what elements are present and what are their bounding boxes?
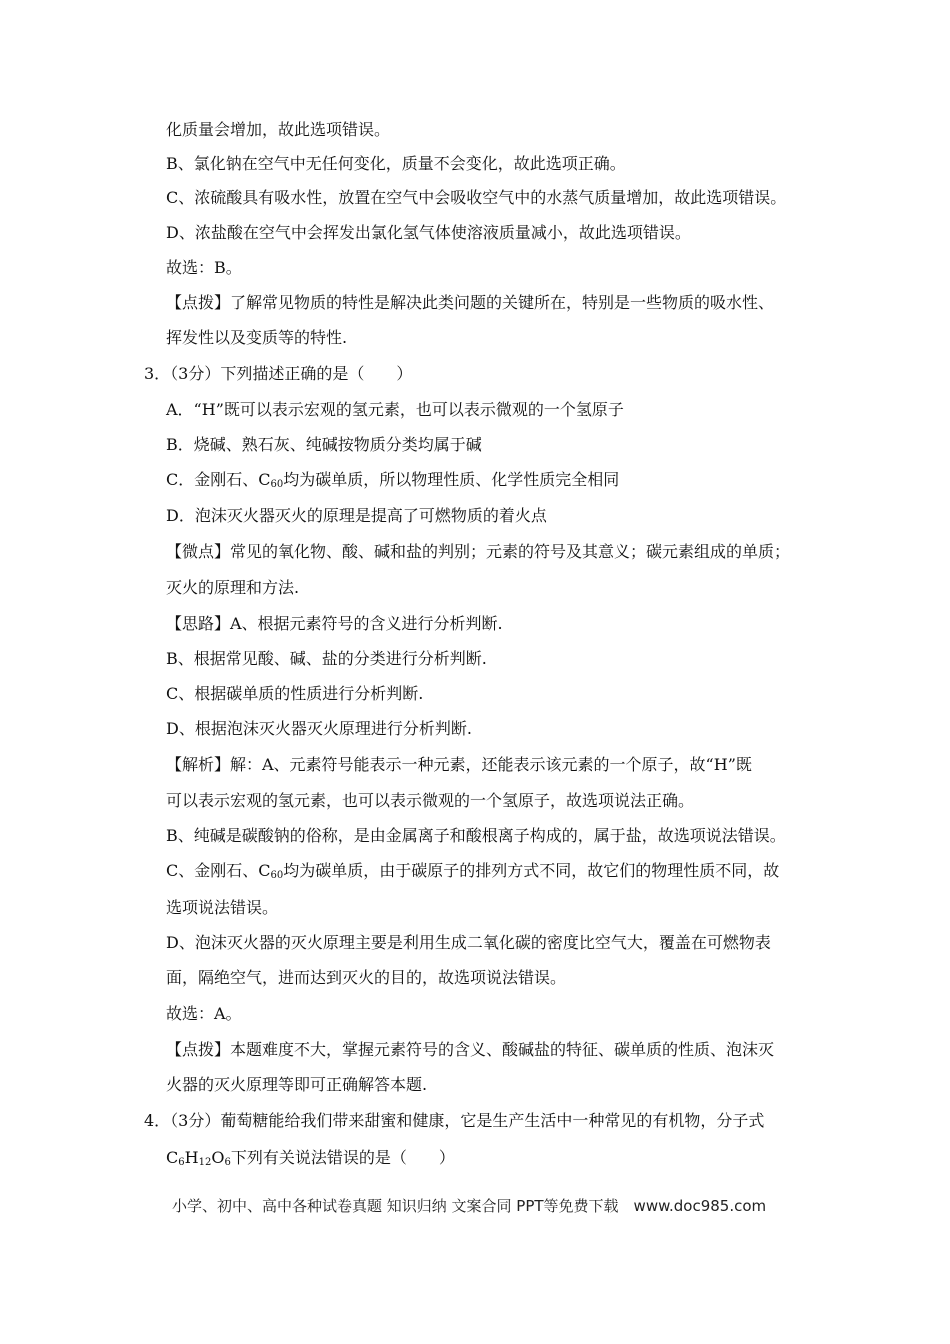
- text-part: 均为碳单质，由于碳原子的排列方式不同，故它们的物理性质不同，故: [283, 861, 780, 880]
- text-line: 故选：B。: [166, 258, 242, 277]
- text-line: 化质量会增加，故此选项错误。: [166, 120, 391, 139]
- page-footer: 小学、初中、高中各种试卷真题 知识归纳 文案合同 PPT等免费下载 www.doc985.com: [172, 1197, 767, 1215]
- option-b: B．烧碱、熟石灰、纯碱按物质分类均属于碱: [166, 435, 482, 454]
- subscript: 60: [270, 479, 284, 490]
- question-3-stem: 3．（3分）下列描述正确的是（ ）: [144, 364, 413, 383]
- text-line: 挥发性以及变质等的特性.: [166, 328, 348, 347]
- text-line: 灭火的原理和方法.: [166, 578, 300, 597]
- text-line: C、根据碳单质的性质进行分析判断.: [166, 684, 424, 703]
- text-line: B、纯碱是碳酸钠的俗称，是由金属离子和酸根离子构成的，属于盐，故选项说法错误。: [166, 826, 786, 845]
- text-line: D、根据泡沫灭火器灭火原理进行分析判断.: [166, 719, 472, 738]
- text-line: 可以表示宏观的氢元素，也可以表示微观的一个氢原子，故选项说法正确。: [166, 791, 695, 810]
- text-line: 【思路】A、根据元素符号的含义进行分析判断.: [166, 614, 503, 633]
- text-line: 面，隔绝空气，进而达到灭火的目的，故选项说法错误。: [166, 968, 567, 987]
- text-line: C、浓硫酸具有吸水性，放置在空气中会吸收空气中的水蒸气质量增加，故此选项错误。: [166, 188, 787, 207]
- text-part: C、金刚石、C: [166, 861, 271, 880]
- option-a: A．“H”既可以表示宏观的氢元素，也可以表示微观的一个氢原子: [166, 400, 624, 419]
- text-line: 【点拨】本题难度不大，掌握元素符号的含义、酸碱盐的特征、碳单质的性质、泡沫灭: [166, 1040, 775, 1059]
- text-line: B、根据常见酸、碱、盐的分类进行分析判断.: [166, 649, 487, 668]
- text-line: [166, 861, 779, 886]
- formula: $C_6H_{12}O_6$: [166, 1148, 231, 1168]
- option-c: [166, 470, 619, 495]
- text-line: 选项说法错误。: [166, 898, 279, 917]
- text-line: 【解析】解：A、元素符号能表示一种元素，还能表示该元素的一个原子，故“H”既: [166, 755, 752, 774]
- text-part: C．金刚石、C: [166, 470, 271, 489]
- text-part: 下列有关说法错误的是（ ）: [230, 1148, 455, 1167]
- text-line: 【微点】常见的氧化物、酸、碱和盐的判别；元素的符号及其意义；碳元素组成的单质；: [166, 542, 791, 561]
- text-line: 【点拨】了解常见物质的特性是解决此类问题的关键所在，特别是一些物质的吸水性、: [166, 293, 775, 312]
- question-4-stem: 4．（3分）葡萄糖能给我们带来甜蜜和健康，它是生产生活中一种常见的有机物，分子式: [144, 1111, 765, 1130]
- text-line: D、浓盐酸在空气中会挥发出氯化氢气体使溶液质量减小，故此选项错误。: [166, 223, 691, 242]
- text-line: B、氯化钠在空气中无任何变化，质量不会变化，故此选项正确。: [166, 154, 626, 173]
- text-line: 火器的灭火原理等即可正确解答本题.: [166, 1075, 428, 1094]
- text-line: [166, 1148, 455, 1173]
- text-line: D、泡沫灭火器的灭火原理主要是利用生成二氧化碳的密度比空气大，覆盖在可燃物表: [166, 933, 771, 952]
- text-part: 均为碳单质，所以物理性质、化学性质完全相同: [283, 470, 620, 489]
- subscript: 60: [270, 870, 284, 881]
- text-line: 故选：A。: [166, 1004, 242, 1023]
- option-d: D．泡沫灭火器灭火的原理是提高了可燃物质的着火点: [166, 506, 547, 525]
